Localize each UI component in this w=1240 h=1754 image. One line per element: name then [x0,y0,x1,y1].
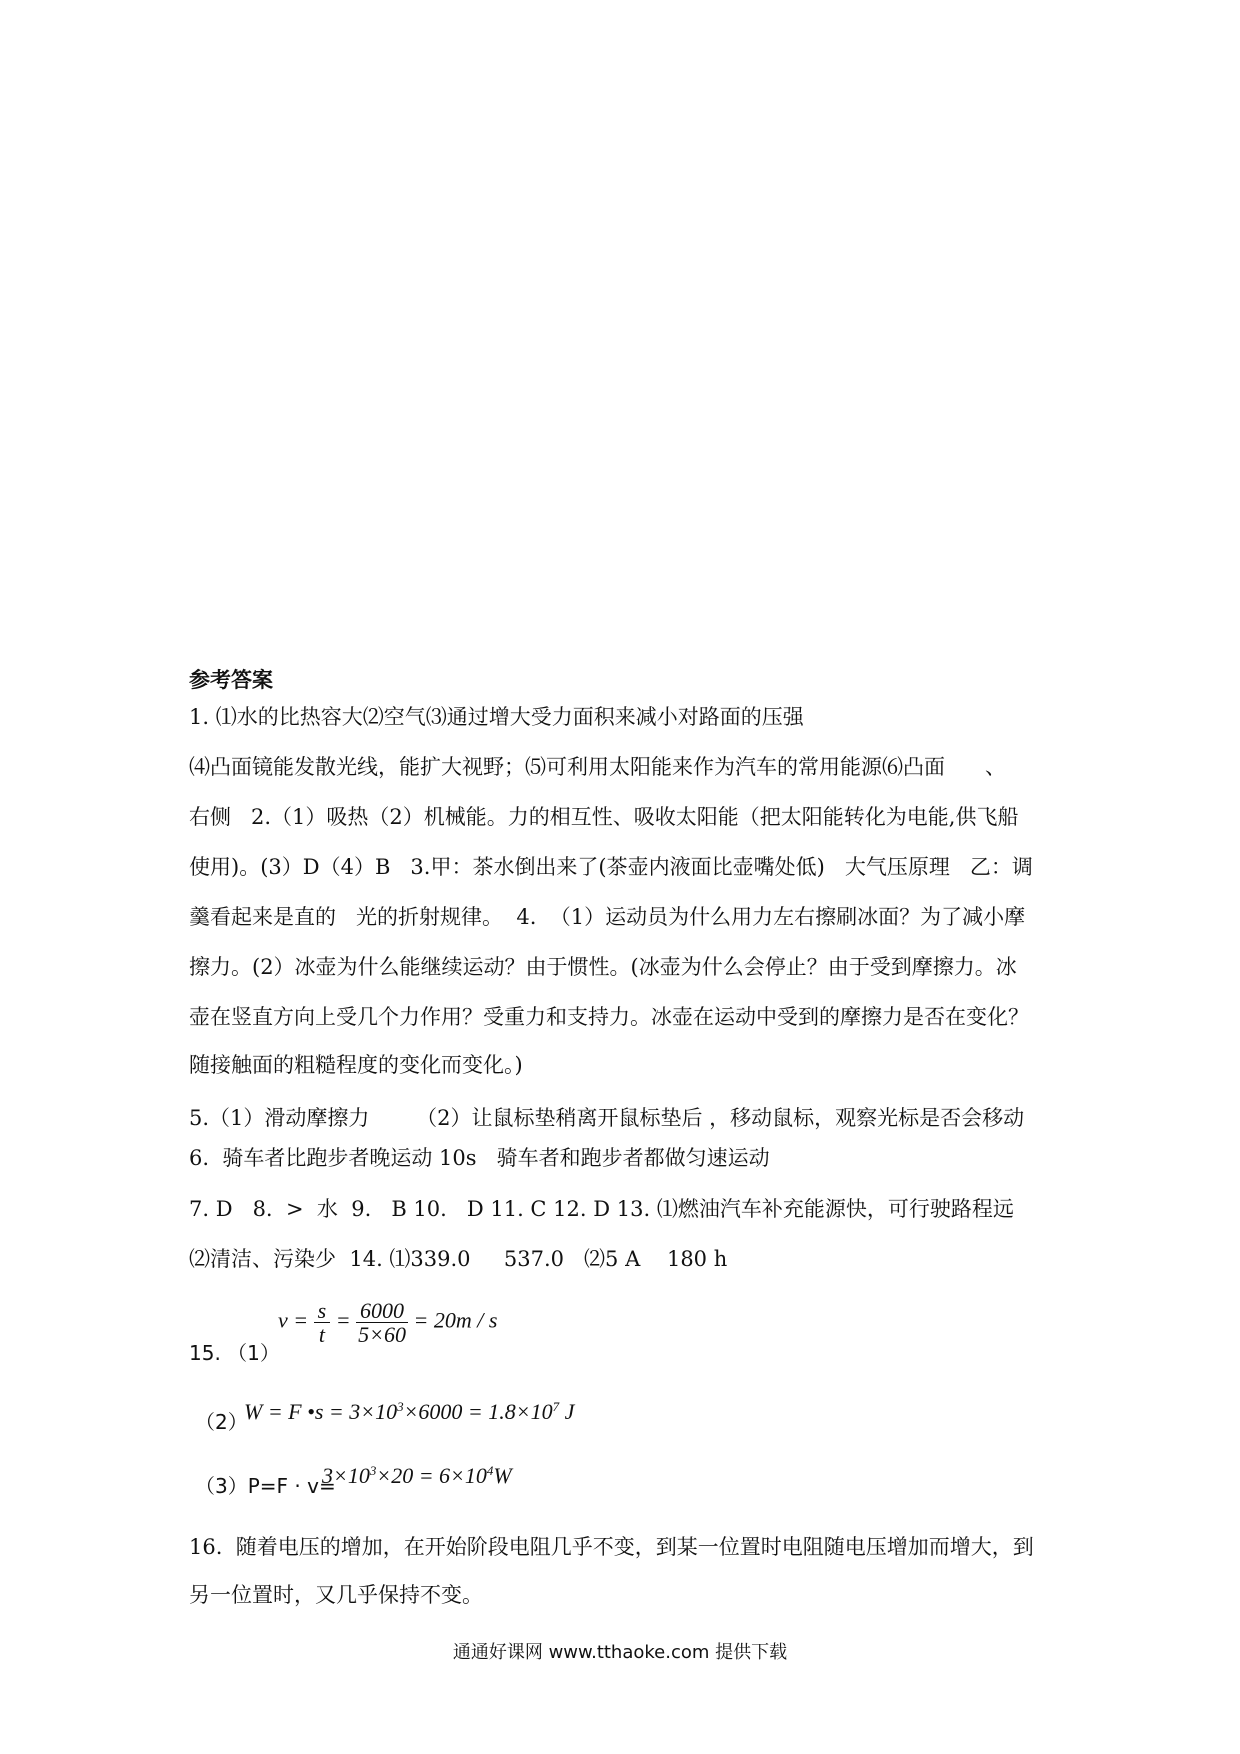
answer-line-9: 5.（1）滑动摩擦力 （2）让鼠标垫稍离开鼠标垫后 ，移动鼠标，观察光标是否会移动 [189,1106,1025,1130]
page-footer: 通通好课网 www.tthaoke.com 提供下载 [452,1642,788,1663]
q15-label-1: 15. （1） [189,1341,280,1365]
q15-formula-work: W = F •s = $3\times 10^3\times 6000 = 1.8\times 10^7$ J [244,1399,575,1424]
answer-line-2: ⑷凸面镜能发散光线，能扩大视野；⑸可利用太阳能来作为汽车的常用能源⑹凸面 、 [189,755,1007,779]
q15-eq1-lhs: v = [278,1307,309,1333]
answer-line-7: 壶在竖直方向上受几个力作用？受重力和支持力。冰壶在运动中受到的摩擦力是否在变化？ [189,1005,1029,1029]
answer-heading: 参考答案 [189,668,273,692]
q15-eq1-f1-den: t [318,1322,325,1348]
answer-line-11: 7. D 8. > 水 9. B 10. D 11. C 12. D 13. ⑴燃油汽车补充能源快，可行驶路程远 [189,1197,1014,1221]
q16-line-1: 16. 随着电压的增加，在开始阶段电阻几乎不变，到某一位置时电阻随电压增加而增大，到 [189,1535,1034,1559]
answer-line-3: 右侧 2.（1）吸热（2）机械能。力的相互性、吸收太阳能（把太阳能转化为电能,供飞船 [189,805,1019,829]
q15-formula-power: $3\times 10^3\times 20 = 6\times 10^4W$ [322,1463,512,1488]
q15-eq1-f2-num: 6000 [356,1299,408,1323]
answer-line-5: 羹看起来是直的 光的折射规律。 4. （1）运动员为什么用力左右擦刷冰面？为了减小摩 [189,905,1026,929]
answer-line-4: 使用)。(3）D（4）B 3.甲：茶水倒出来了(茶壶内液面比壶嘴处低) 大气压原理 乙：调 [189,855,1033,879]
q15-label-2: （2） [195,1410,248,1434]
answer-line-1: 1. ⑴水的比热容大⑵空气⑶通过增大受力面积来减小对路面的压强 [189,705,804,729]
q15-eq1-fraction-2 [356,1299,408,1346]
answer-line-12: ⑵清洁、污染少 14. ⑴339.0 537.0 ⑵5 A 180 h [189,1247,728,1271]
q15-formula-speed: v = $\frac{s}{t}$ = $\frac{6000}{5\times 60}$ = 20m / s [278,1298,498,1348]
q16-line-2: 另一位置时，又几乎保持不变。 [189,1583,483,1607]
answer-line-8: 随接触面的粗糙程度的变化而变化。) [189,1053,523,1077]
answer-line-10: 6. 骑车者比跑步者晚运动 10s 骑车者和跑步者都做匀速运动 [189,1146,770,1170]
q15-eq1-rhs: = 20m / s [413,1307,498,1333]
q15-eq1-f1-num: s [314,1299,331,1323]
q15-eq1-f2-den: 5×60 [358,1322,406,1348]
q15-label-3: （3）P=F · v= [195,1474,336,1498]
q15-eq1-fraction-1 [314,1299,331,1346]
answer-line-6: 擦力。(2）冰壶为什么能继续运动？由于惯性。(冰壶为什么会停止？由于受到摩擦力。冰 [189,955,1017,979]
